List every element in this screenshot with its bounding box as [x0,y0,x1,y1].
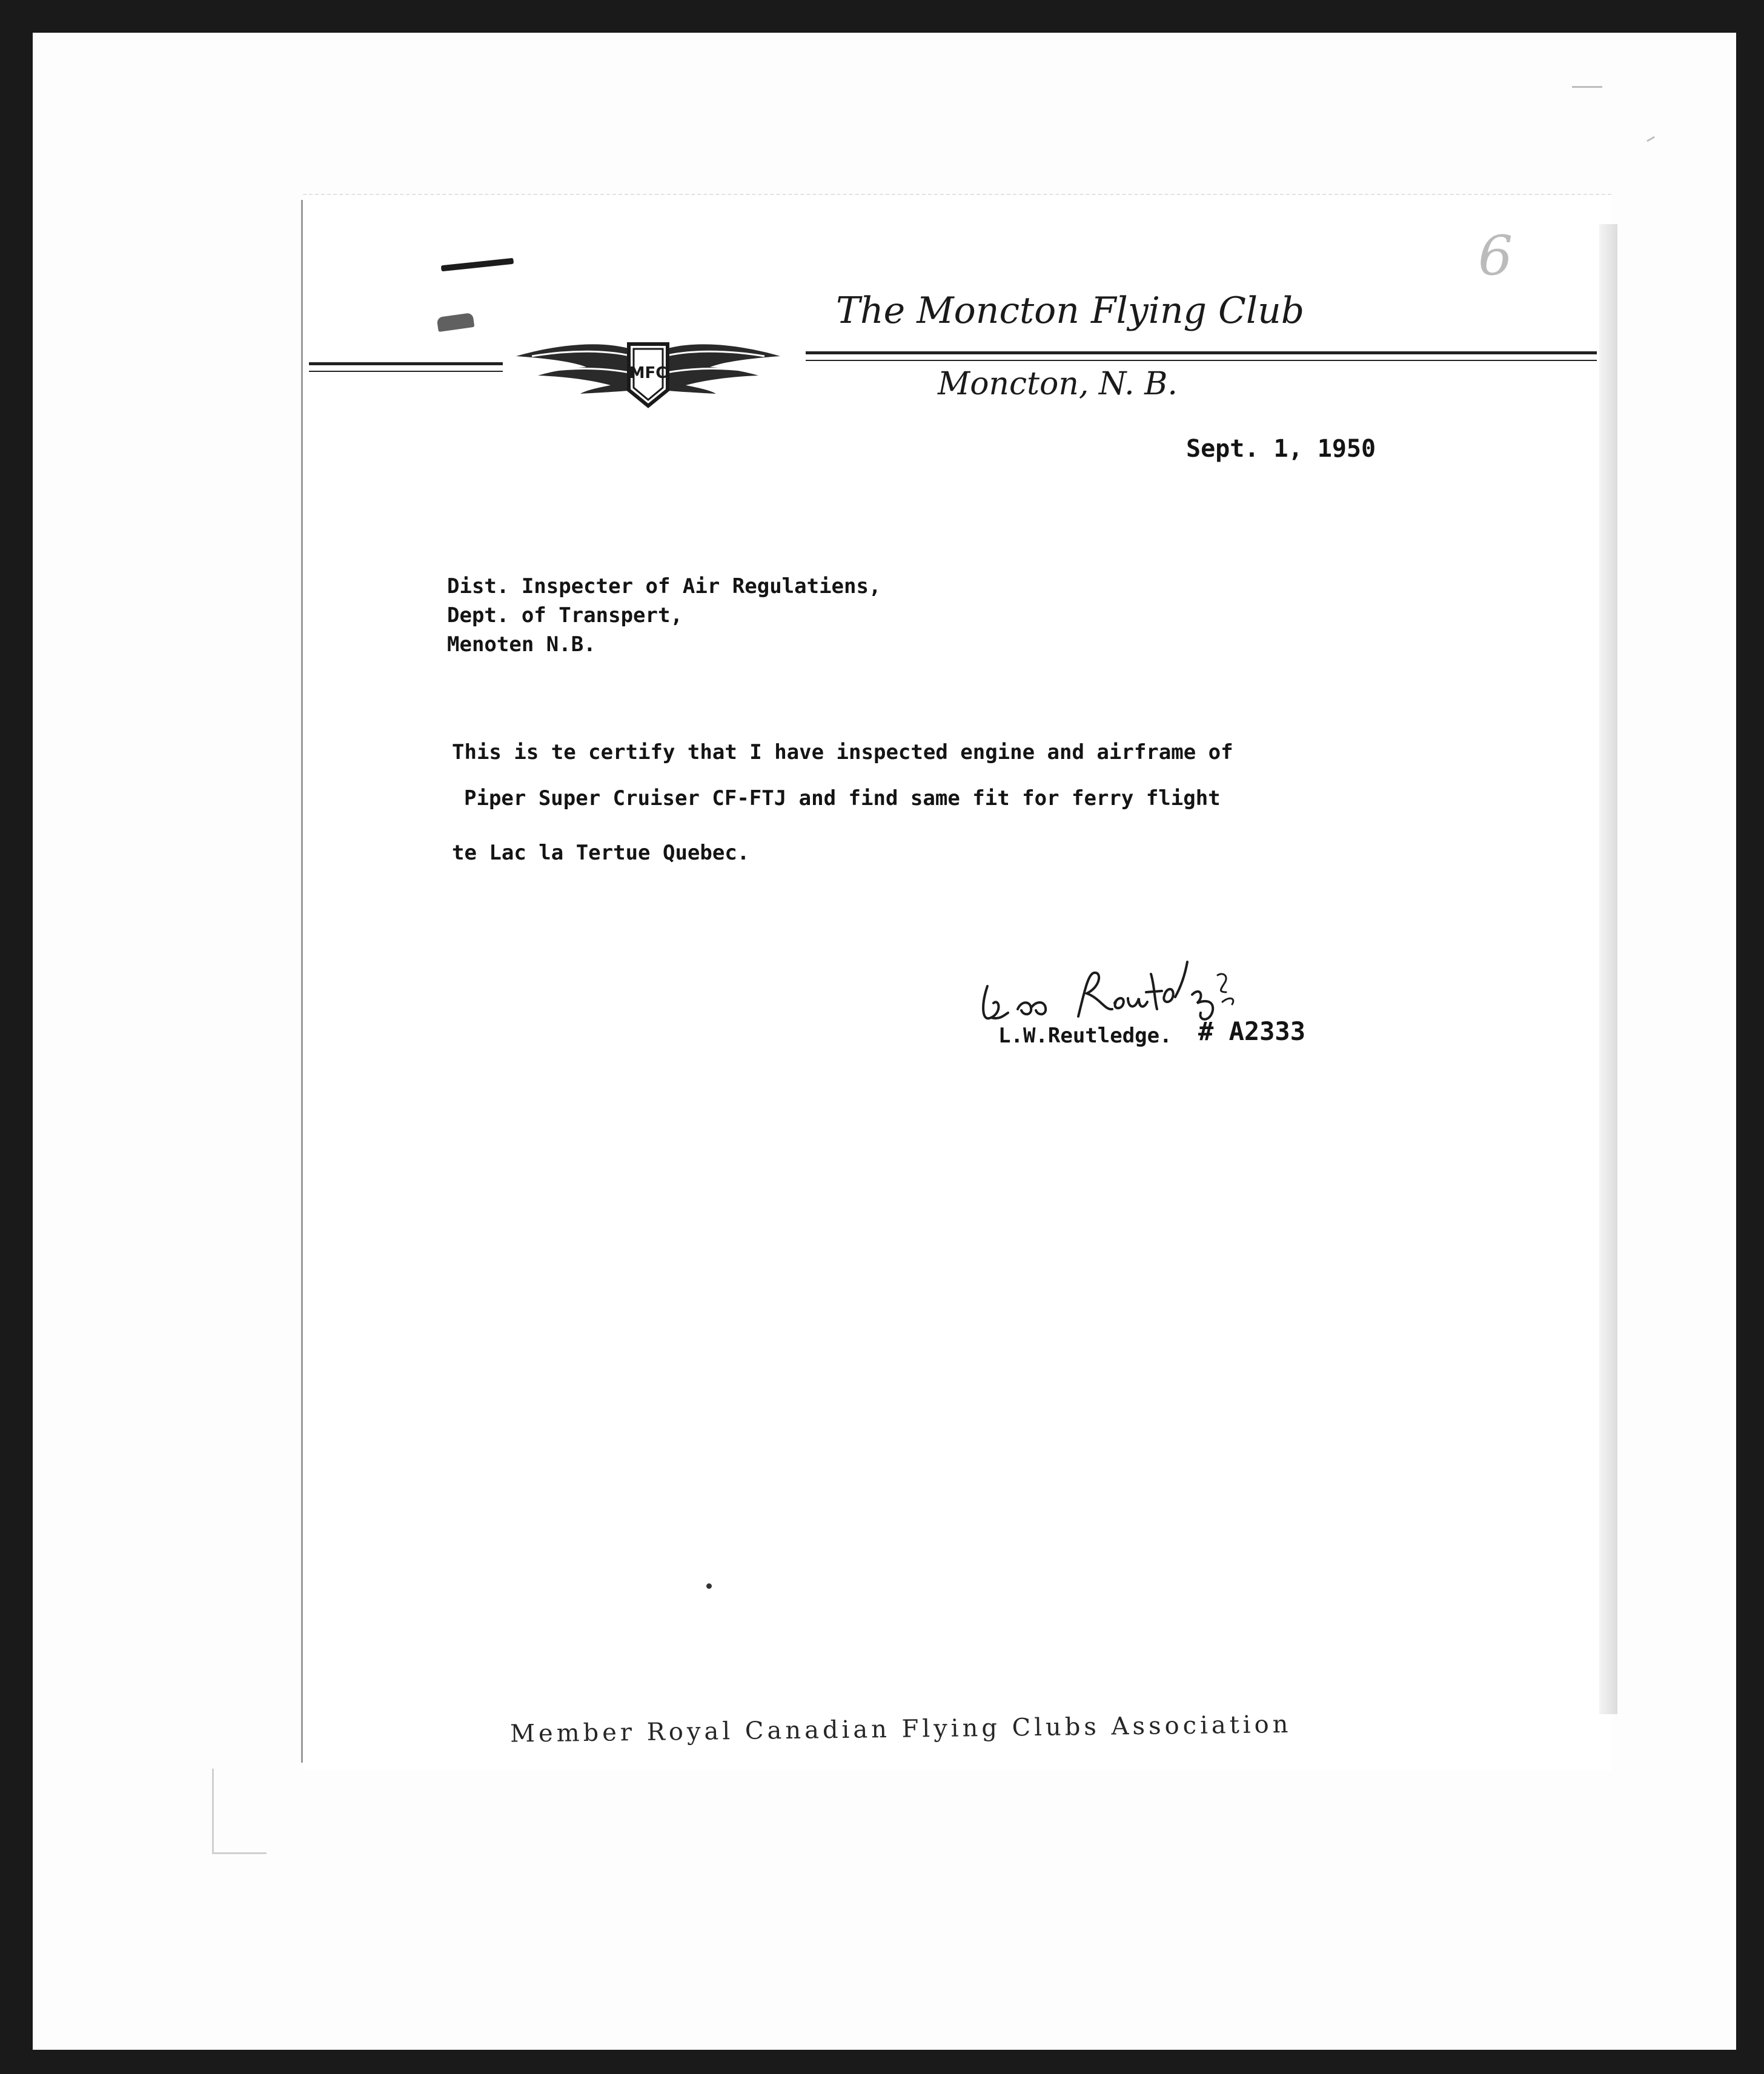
letterhead-rule [806,351,1597,354]
signer-name: L.W.Reutledge. [998,1024,1172,1048]
letterhead-rule [309,371,503,372]
letter-sheet [303,194,1611,1770]
address-line: Menoten N.B. [447,632,596,657]
winged-logo-icon [514,332,783,409]
address-line: Dept. of Transpert, [447,603,683,628]
body-line: This is te certify that I have inspected engine and airframe of [452,740,1233,764]
margin-page-note: 6 [1478,224,1513,288]
letter-date: Sept. 1, 1950 [1186,435,1376,463]
footer-association: Member Royal Canadian Flying Clubs Association [509,1710,1292,1748]
letterhead-city: Moncton, N. B. [938,366,1178,402]
sheet-edge [301,200,303,1763]
scan-mark [212,1769,214,1854]
letterhead-rule [806,360,1597,361]
logo-text: MFC [629,364,668,382]
body-line: te Lac la Tertue Quebec. [452,841,750,865]
scan-mark [212,1852,267,1854]
signer-number: # A2333 [1198,1016,1306,1046]
body-line: Piper Super Cruiser CF-FTJ and find same fit for ferry flight [464,786,1221,810]
scan-mark [1572,86,1602,88]
letterhead-club-name: The Moncton Flying Club [836,290,1305,332]
sheet-edge [1599,224,1617,1714]
letterhead-rule [309,362,503,365]
stray-mark [706,1583,712,1589]
address-line: Dist. Inspecter of Air Regulatiens, [447,574,881,598]
